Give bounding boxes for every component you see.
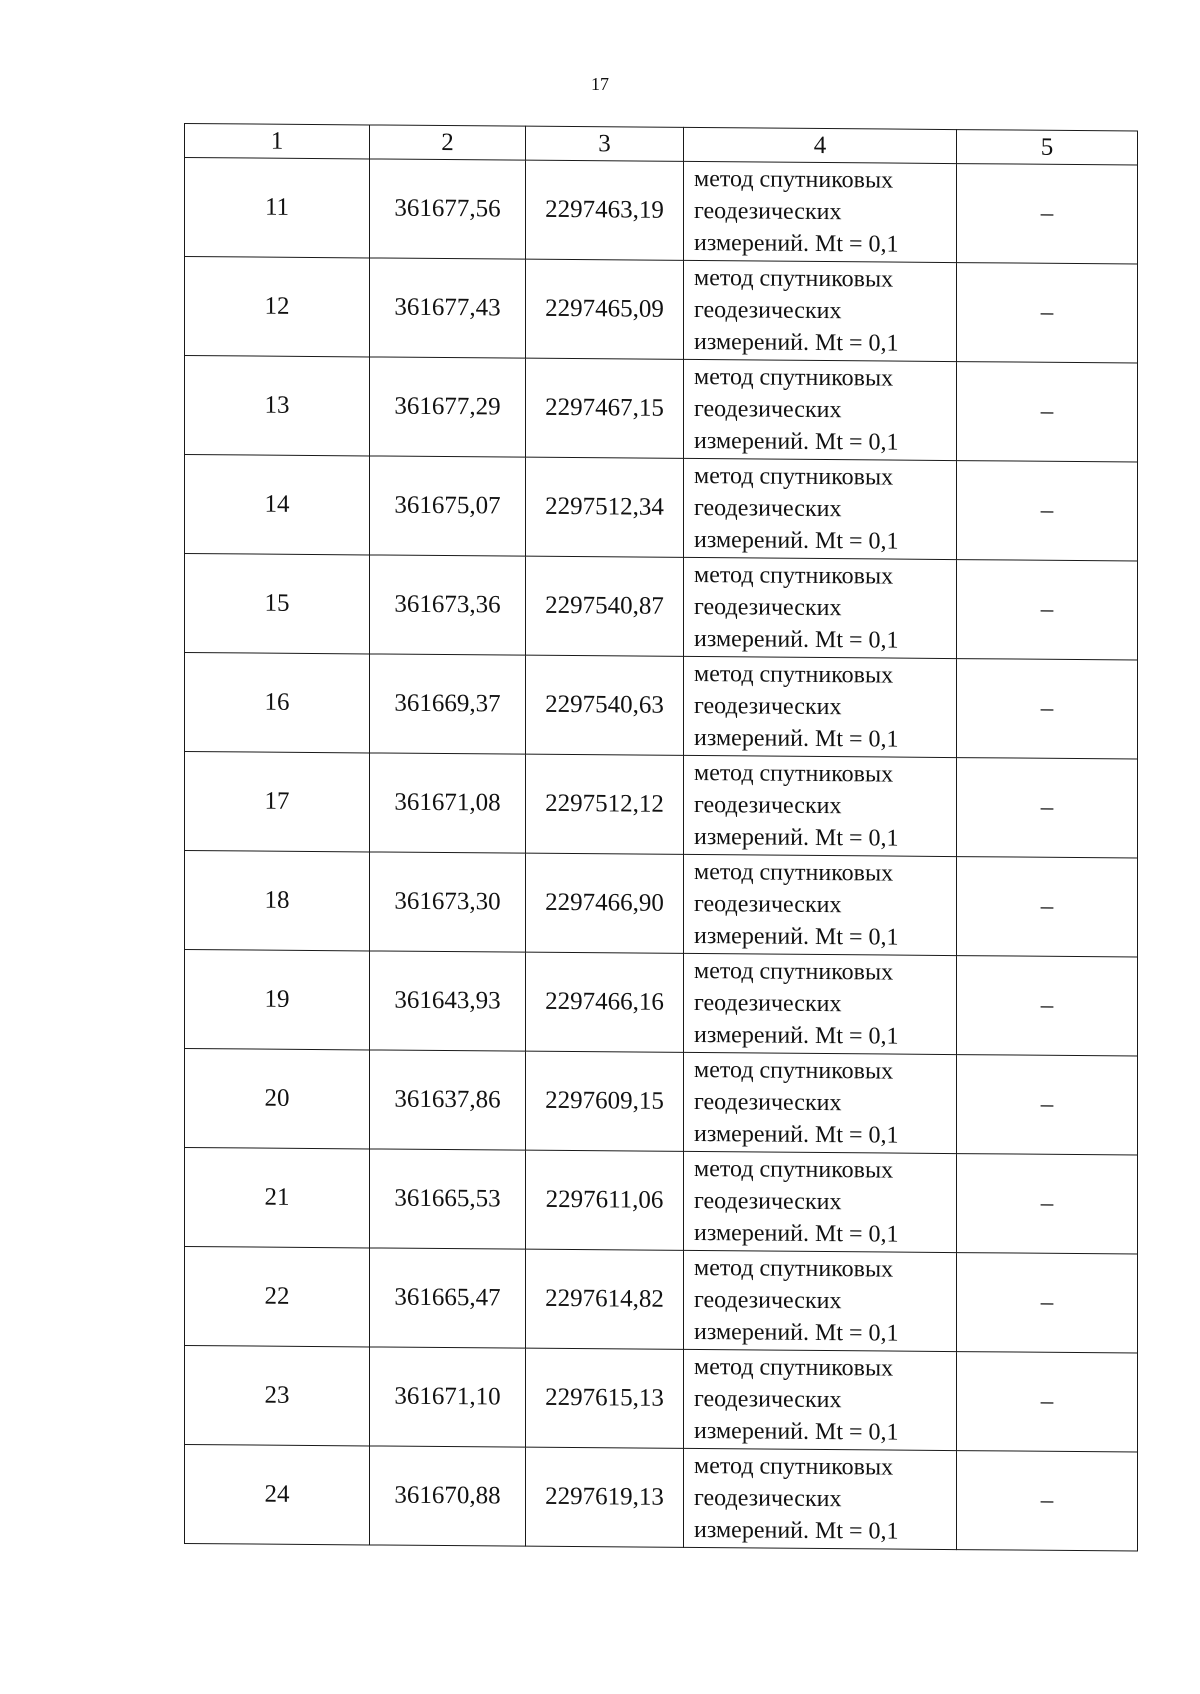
method-text-line: метод спутниковых [694,562,894,590]
point-number-cell: 14 [185,455,370,555]
method-text-line: метод спутниковых [694,859,894,887]
note-cell: – [957,461,1138,561]
method-text-line: геодезических [694,198,842,226]
method-text-line: метод спутниковых [694,265,894,293]
method-cell [684,1151,957,1252]
method-text-line: измерений. Mt = 0,1 [694,1418,899,1446]
x-coordinate-cell: 361671,10 [370,1347,526,1447]
method-text-line: метод спутниковых [694,1057,894,1085]
method-text-line: геодезических [694,1485,842,1513]
point-number-cell: 13 [185,356,370,456]
method-text-line: геодезических [694,297,842,325]
table-row [185,158,1138,264]
method-text-line: геодезических [694,396,842,424]
point-number-cell: 21 [185,1148,370,1248]
method-text-line: метод спутниковых [694,166,894,194]
method-cell [684,458,957,559]
note-cell: – [957,1055,1138,1155]
column-header-2: 2 [370,125,526,160]
x-coordinate-cell: 361677,29 [370,357,526,457]
point-number-cell: 19 [185,950,370,1050]
point-number-cell: 12 [185,257,370,357]
column-header-3: 3 [526,126,684,161]
y-coordinate-cell: 2297540,63 [526,655,684,755]
x-coordinate-cell: 361670,88 [370,1446,526,1546]
y-coordinate-cell: 2297540,87 [526,556,684,656]
method-text-line: геодезических [694,792,842,820]
method-text-line: геодезических [694,1287,842,1315]
y-coordinate-cell: 2297615,13 [526,1348,684,1448]
x-coordinate-cell: 361669,37 [370,654,526,754]
x-coordinate-cell: 361665,47 [370,1248,526,1348]
method-text-line: измерений. Mt = 0,1 [694,1220,899,1248]
method-cell [684,1448,957,1549]
method-cell [684,656,957,757]
note-cell: – [957,1352,1138,1452]
method-cell [684,755,957,856]
method-text-line: метод спутниковых [694,364,894,392]
note-cell: – [957,560,1138,660]
x-coordinate-cell: 361677,43 [370,258,526,358]
table-row [185,1346,1138,1452]
point-number-cell: 18 [185,851,370,951]
method-text-line: измерений. Mt = 0,1 [694,329,899,357]
table-row [185,257,1138,363]
table-row [185,851,1138,957]
method-text-line: метод спутниковых [694,463,894,491]
table-row [185,1247,1138,1353]
method-text-line: геодезических [694,990,842,1018]
method-text-line: метод спутниковых [694,1255,894,1283]
method-text-line: измерений. Mt = 0,1 [694,923,899,951]
method-text-line: измерений. Mt = 0,1 [694,1319,899,1347]
method-text-line: геодезических [694,1089,842,1117]
method-cell [684,1250,957,1351]
y-coordinate-cell: 2297512,12 [526,754,684,854]
table-row [185,554,1138,660]
table-row [185,1148,1138,1254]
x-coordinate-cell: 361643,93 [370,951,526,1051]
y-coordinate-cell: 2297466,16 [526,952,684,1052]
method-text-line: геодезических [694,891,842,919]
column-header-5: 5 [957,130,1138,165]
table-row [185,455,1138,561]
note-cell: – [957,956,1138,1056]
method-cell [684,1052,957,1153]
table-body [185,158,1138,1551]
y-coordinate-cell: 2297466,90 [526,853,684,953]
method-text-line: метод спутниковых [694,760,894,788]
x-coordinate-cell: 361677,56 [370,159,526,259]
method-cell [684,854,957,955]
note-cell: – [957,263,1138,363]
method-text-line: геодезических [694,693,842,721]
method-text-line: метод спутниковых [694,958,894,986]
table-row [185,653,1138,759]
table-row [185,950,1138,1056]
method-text-line: метод спутниковых [694,1354,894,1382]
method-text-line: измерений. Mt = 0,1 [694,824,899,852]
method-cell [684,359,957,460]
x-coordinate-cell: 361665,53 [370,1149,526,1249]
y-coordinate-cell: 2297512,34 [526,457,684,557]
table-row [185,752,1138,858]
note-cell: – [957,362,1138,462]
method-text-line: измерений. Mt = 0,1 [694,428,899,456]
note-cell: – [957,659,1138,759]
table-row [185,1445,1138,1551]
x-coordinate-cell: 361673,30 [370,852,526,952]
method-cell [684,557,957,658]
method-cell [684,161,957,262]
method-text-line: геодезических [694,1386,842,1414]
method-text-line: измерений. Mt = 0,1 [694,1517,899,1545]
method-text-line: измерений. Mt = 0,1 [694,1022,899,1050]
y-coordinate-cell: 2297619,13 [526,1447,684,1547]
note-cell: – [957,758,1138,858]
page-number: 17 [591,74,609,94]
method-text-line: измерений. Mt = 0,1 [694,230,899,258]
method-text-line: метод спутниковых [694,1453,894,1481]
note-cell: – [957,857,1138,957]
point-number-cell: 20 [185,1049,370,1149]
method-text-line: измерений. Mt = 0,1 [694,725,899,753]
note-cell: – [957,1451,1138,1551]
point-number-cell: 24 [185,1445,370,1545]
method-cell [684,953,957,1054]
note-cell: – [957,1253,1138,1353]
method-text-line: метод спутниковых [694,661,894,689]
column-header-4: 4 [684,127,957,163]
point-number-cell: 17 [185,752,370,852]
y-coordinate-cell: 2297465,09 [526,259,684,359]
point-number-cell: 22 [185,1247,370,1347]
column-header-1: 1 [185,124,370,159]
method-text-line: геодезических [694,594,842,622]
note-cell: – [957,1154,1138,1254]
point-number-cell: 15 [185,554,370,654]
x-coordinate-cell: 361671,08 [370,753,526,853]
method-text-line: измерений. Mt = 0,1 [694,626,899,654]
x-coordinate-cell: 361637,86 [370,1050,526,1150]
coordinates-table [184,123,1138,1551]
method-text-line: метод спутниковых [694,1156,894,1184]
y-coordinate-cell: 2297467,15 [526,358,684,458]
y-coordinate-cell: 2297611,06 [526,1150,684,1250]
method-text-line: геодезических [694,495,842,523]
point-number-cell: 11 [185,158,370,258]
y-coordinate-cell: 2297463,19 [526,160,684,260]
x-coordinate-cell: 361673,36 [370,555,526,655]
method-text-line: геодезических [694,1188,842,1216]
method-cell [684,260,957,361]
point-number-cell: 23 [185,1346,370,1446]
method-text-line: измерений. Mt = 0,1 [694,1121,899,1149]
table-row [185,1049,1138,1155]
note-cell: – [957,164,1138,264]
method-cell [684,1349,957,1450]
x-coordinate-cell: 361675,07 [370,456,526,556]
y-coordinate-cell: 2297614,82 [526,1249,684,1349]
point-number-cell: 16 [185,653,370,753]
method-text-line: измерений. Mt = 0,1 [694,527,899,555]
table-row [185,356,1138,462]
y-coordinate-cell: 2297609,15 [526,1051,684,1151]
